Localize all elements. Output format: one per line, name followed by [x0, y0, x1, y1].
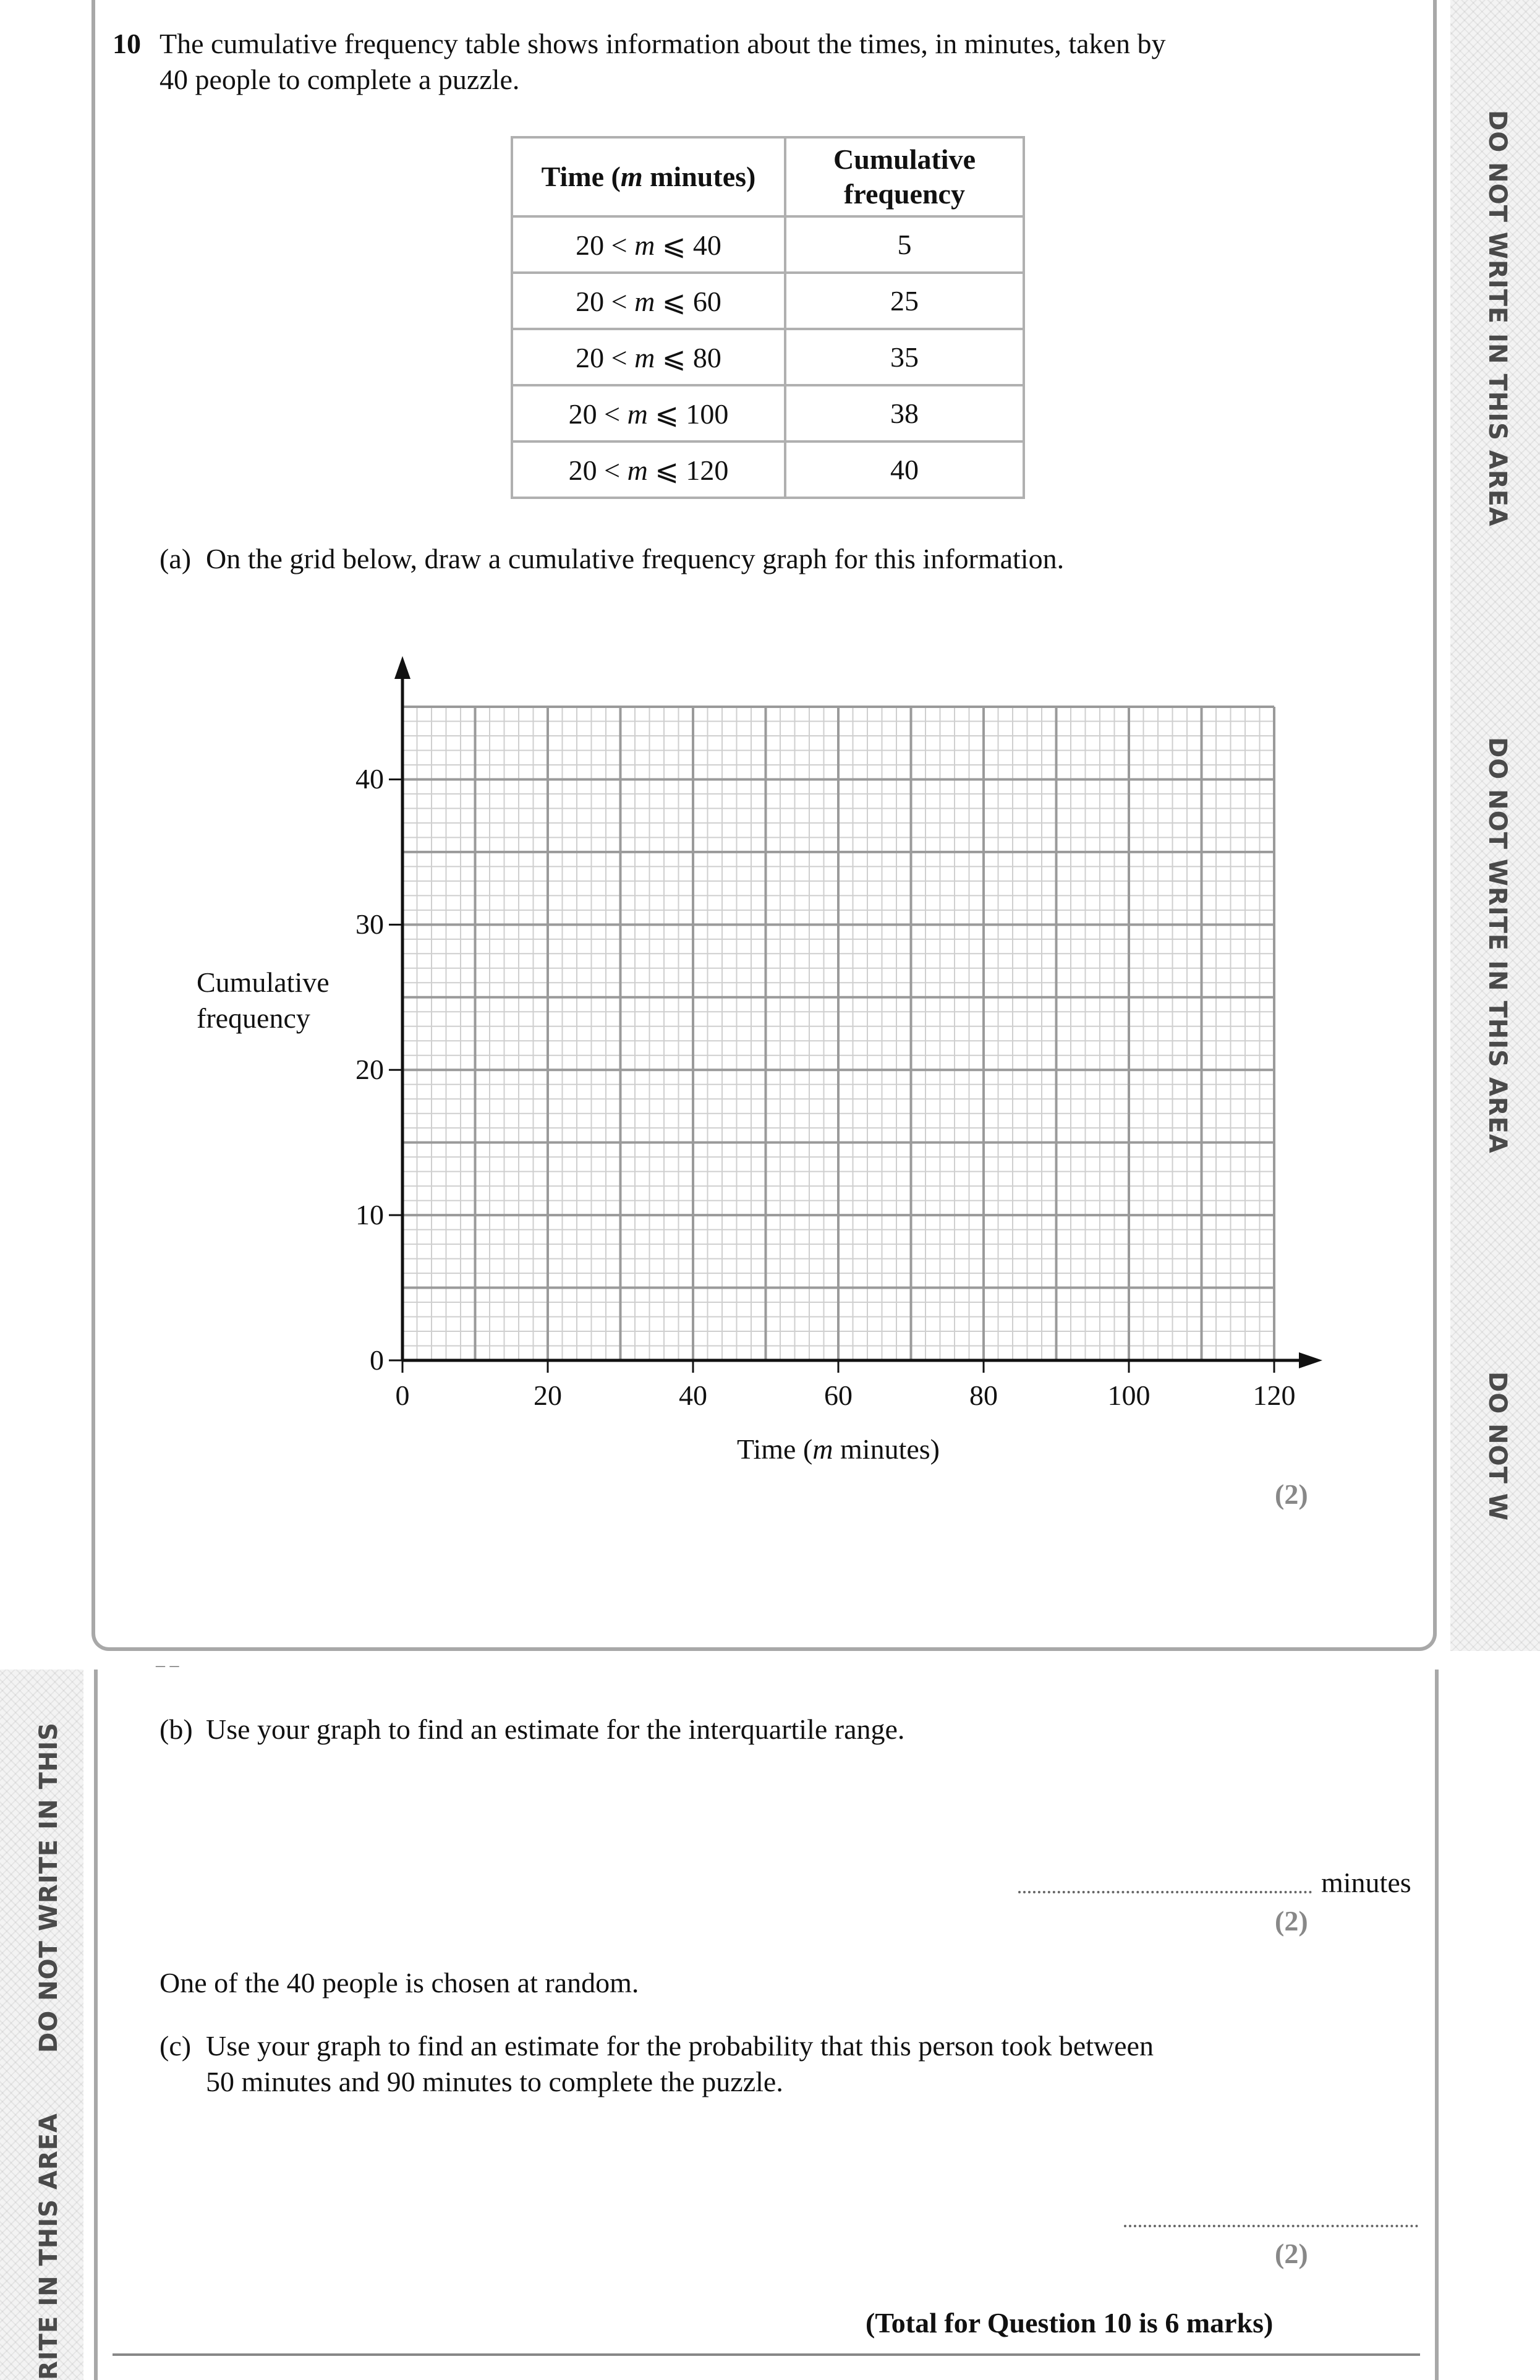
table-cell-cf: 38 [785, 385, 1024, 441]
x-axis-arrow [1299, 1352, 1322, 1368]
header-time-pre: Time ( [541, 161, 621, 192]
part-c-marks: (2) [1275, 2238, 1308, 2269]
margin-warning-left-2: RITE IN THIS AREA [35, 2113, 63, 2380]
header-time-var: m [620, 161, 643, 192]
table-cell-interval: 20 < m ⩽ 120 [512, 441, 785, 498]
x-tick-label: 20 [534, 1380, 562, 1411]
x-tick-label: 100 [1107, 1380, 1151, 1411]
context-text: One of the 40 people is chosen at random. [160, 1967, 639, 1998]
part-c-answer-line[interactable] [1124, 2225, 1418, 2227]
lower-page-right-border [1435, 1670, 1439, 2380]
y-axis-label-line2: frequency [197, 1002, 310, 1034]
x-tick-label: 0 [395, 1380, 410, 1411]
part-c-label: (c) [160, 2030, 192, 2062]
margin-warning-right-3: DO NOT W [1483, 1371, 1512, 1521]
total-rule [113, 2353, 1420, 2356]
y-tick-label: 10 [355, 1199, 384, 1231]
question-intro-line2: 40 people to complete a puzzle. [160, 64, 520, 95]
table-cell-cf: 25 [785, 273, 1024, 329]
part-b-unit: minutes [1321, 1867, 1411, 1898]
table-cell-cf: 40 [785, 441, 1024, 498]
y-axis-label-line1: Cumulative [197, 966, 330, 998]
y-axis-arrow [394, 656, 411, 679]
y-tick-label: 40 [355, 763, 384, 795]
y-tick-label: 30 [355, 908, 384, 940]
part-b-text: Use your graph to find an estimate for the interquartile range. [206, 1713, 905, 1745]
x-tick-label: 80 [969, 1380, 998, 1411]
table-cell-cf: 35 [785, 329, 1024, 385]
part-b-answer-line[interactable] [1018, 1891, 1312, 1893]
total-marks: (Total for Question 10 is 6 marks) [866, 2307, 1274, 2339]
part-b-label: (b) [160, 1713, 193, 1745]
part-b-marks: (2) [1275, 1905, 1308, 1937]
page-marker: – – [156, 1655, 179, 1675]
y-tick-label: 0 [370, 1344, 384, 1376]
part-a-text: On the grid below, draw a cumulative frequency graph for this information. [206, 543, 1065, 574]
lower-page-left-border [94, 1670, 98, 2380]
part-c-line1: Use your graph to find an estimate for the probability that this person took between [206, 2030, 1154, 2062]
table-cell-cf: 5 [785, 216, 1024, 273]
margin-warning-right-2: DO NOT WRITE IN THIS AREA [1483, 737, 1512, 1154]
table-cell-interval: 20 < m ⩽ 80 [512, 329, 785, 385]
margin-warning-right-1: DO NOT WRITE IN THIS AREA [1483, 110, 1512, 527]
header-cf-line1: Cumulative [833, 143, 976, 175]
part-a-label: (a) [160, 543, 192, 574]
y-tick-label: 20 [355, 1054, 384, 1086]
table-cell-interval: 20 < m ⩽ 40 [512, 216, 785, 273]
part-c-line2: 50 minutes and 90 minutes to complete the puzzle. [206, 2066, 783, 2097]
margin-warning-left-1: DO NOT WRITE IN THIS [35, 1722, 63, 2053]
question-intro-line1: The cumulative frequency table shows information about the times, in minutes, taken by [160, 28, 1166, 59]
x-tick-label: 40 [679, 1380, 707, 1411]
question-number: 10 [113, 28, 141, 59]
part-a-marks: (2) [1275, 1478, 1308, 1510]
x-tick-label: 120 [1253, 1380, 1296, 1411]
header-cf-line2: frequency [844, 178, 965, 210]
header-time-post: minutes) [642, 161, 756, 192]
x-tick-label: 60 [824, 1380, 853, 1411]
table-cell-interval: 20 < m ⩽ 100 [512, 385, 785, 441]
x-axis-label: Time (m minutes) [737, 1433, 940, 1465]
table-cell-interval: 20 < m ⩽ 60 [512, 273, 785, 329]
